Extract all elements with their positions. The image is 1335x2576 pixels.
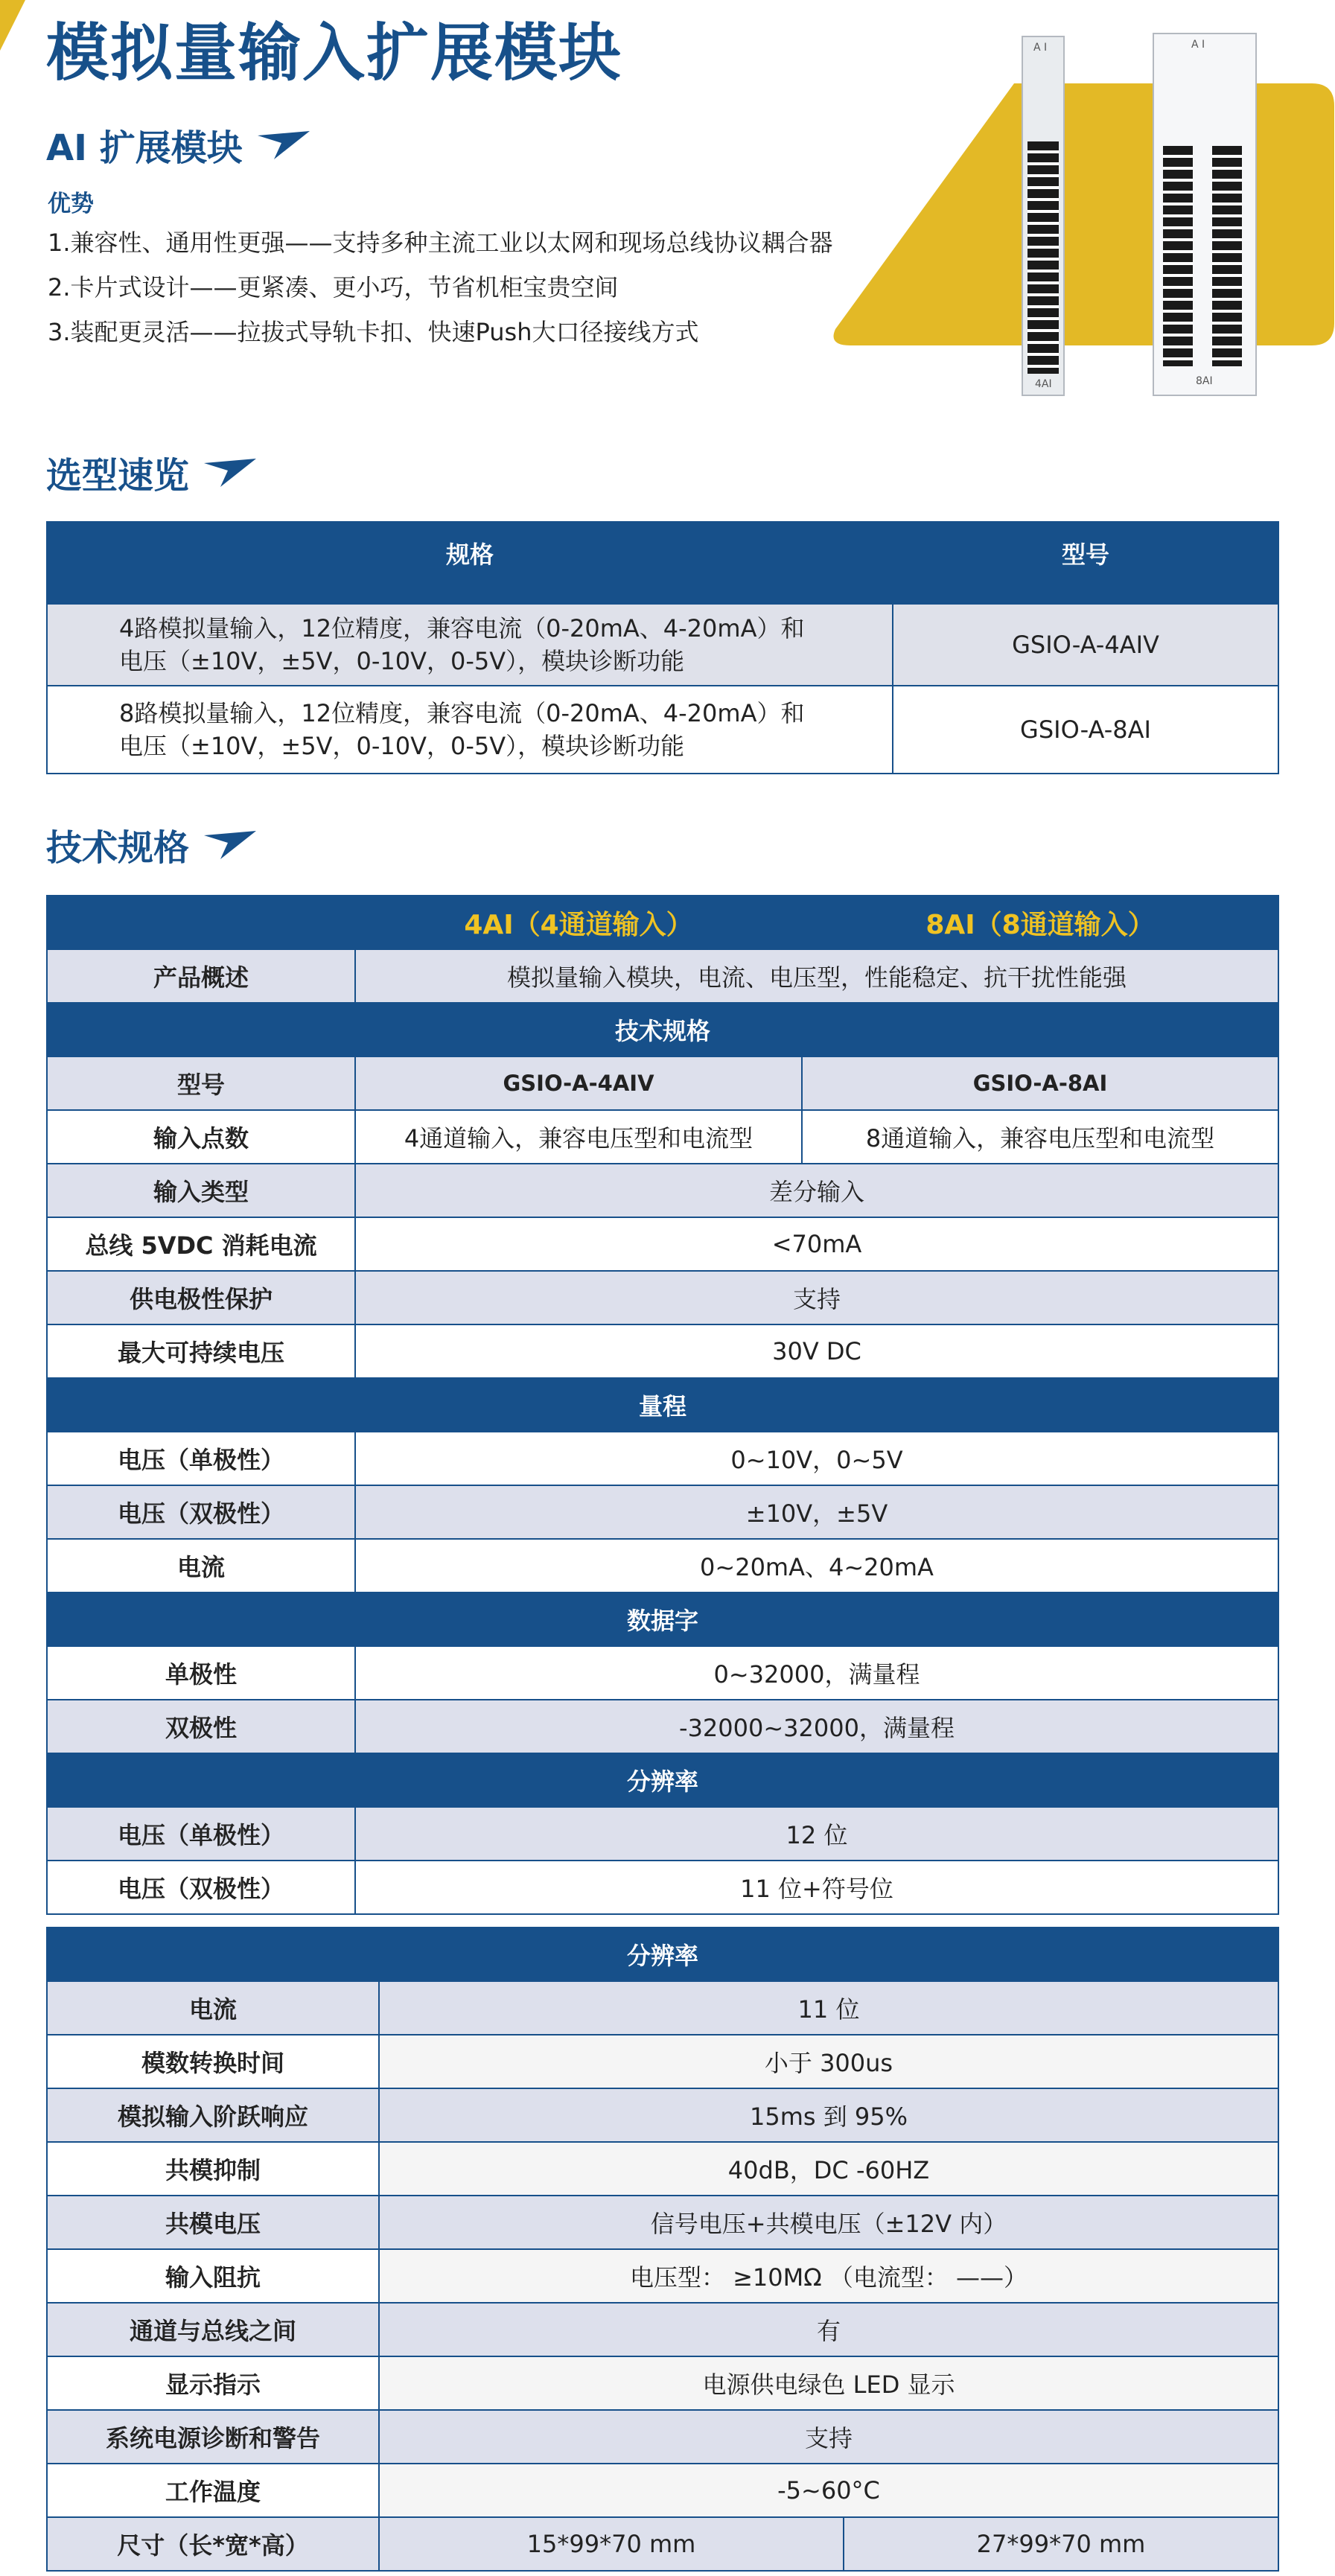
module-8ai-bottom-label: 8AI — [1196, 375, 1213, 387]
section-header: 分辨率 — [47, 1753, 1278, 1807]
row-label: 工作温度 — [47, 2464, 379, 2517]
row-label: 电压（双极性） — [47, 1485, 355, 1539]
row-value: 0~10V，0~5V — [355, 1432, 1278, 1485]
module-4ai-top-label: A I — [1033, 42, 1048, 54]
row-value: 支持 — [379, 2410, 1278, 2464]
table-row — [47, 2410, 1278, 2464]
section-row — [47, 1928, 1278, 1981]
row-label: 系统电源诊断和警告 — [47, 2410, 379, 2464]
row-label: 电压（单极性） — [47, 1432, 355, 1485]
advantage-item: 2.卡片式设计——更紧凑、更小巧，节省机柜宝贵空间 — [48, 273, 619, 302]
specs-heading — [46, 819, 258, 870]
row-value: 40dB，DC -60HZ — [379, 2142, 1278, 2196]
specs-table-continued — [46, 1927, 1279, 2572]
row-value: -32000~32000，满量程 — [355, 1700, 1278, 1753]
row-value: 电源供电绿色 LED 显示 — [379, 2356, 1278, 2410]
chevron-arrow-icon — [200, 457, 258, 488]
module-4ai-image — [1022, 36, 1065, 396]
table-row — [47, 2035, 1278, 2088]
model-cell: GSIO-A-4AIV — [893, 604, 1278, 686]
table-row — [47, 1981, 1278, 2035]
table-row — [47, 604, 1278, 686]
row-label: 显示指示 — [47, 2356, 379, 2410]
table-row — [47, 1539, 1278, 1593]
row-value: -5~60°C — [379, 2464, 1278, 2517]
spec-cell — [47, 686, 893, 774]
table-row — [47, 2356, 1278, 2410]
table-row — [47, 1807, 1278, 1861]
page-title: 模拟量输入扩展模块 — [46, 16, 623, 89]
spec-line: 4路模拟量输入，12位精度，兼容电流（0-20mA、4-20mA）和 — [119, 614, 805, 643]
section-header: 分辨率 — [47, 1928, 1278, 1981]
module-8ai-top-label: A I — [1191, 39, 1205, 51]
row-value: 8通道输入，兼容电压型和电流型 — [802, 1110, 1278, 1164]
table-row — [47, 1271, 1278, 1324]
section-row — [47, 1753, 1278, 1807]
row-label: 通道与总线之间 — [47, 2303, 379, 2356]
row-label: 电压（单极性） — [47, 1807, 355, 1861]
row-value: 信号电压+共模电压（±12V 内） — [379, 2196, 1278, 2249]
row-label: 模拟输入阶跃响应 — [47, 2088, 379, 2142]
table-row — [47, 2088, 1278, 2142]
row-label: 电流 — [47, 1981, 379, 2035]
table-row — [47, 2142, 1278, 2196]
row-label: 输入阻抗 — [47, 2249, 379, 2303]
header-cell: 型号 — [893, 522, 1278, 604]
row-value: 4通道输入，兼容电压型和电流型 — [355, 1110, 802, 1164]
row-value: 11 位+符号位 — [355, 1861, 1278, 1914]
row-value: 12 位 — [355, 1807, 1278, 1861]
table-row — [47, 2517, 1278, 2571]
selection-heading — [46, 447, 258, 498]
row-value: 有 — [379, 2303, 1278, 2356]
table-row — [47, 1324, 1278, 1378]
terminal-block — [1212, 146, 1242, 366]
table-row — [47, 1164, 1278, 1217]
table-row — [47, 2196, 1278, 2249]
section-row — [47, 1003, 1278, 1056]
section-header: 技术规格 — [47, 1003, 1278, 1056]
row-value: GSIO-A-4AIV — [355, 1056, 802, 1110]
table-row — [47, 949, 1278, 1003]
row-value: GSIO-A-8AI — [802, 1056, 1278, 1110]
row-label: 最大可持续电压 — [47, 1324, 355, 1378]
row-value: 小于 300us — [379, 2035, 1278, 2088]
table-row — [47, 2303, 1278, 2356]
ai-module-heading — [46, 119, 311, 170]
row-label: 尺寸（长*宽*高） — [47, 2517, 379, 2571]
row-value: ±10V，±5V — [355, 1485, 1278, 1539]
advantage-item: 1.兼容性、通用性更强——支持多种主流工业以太网和现场总线协议耦合器 — [48, 229, 833, 257]
specs-table — [46, 895, 1279, 1915]
row-label: 单极性 — [47, 1646, 355, 1700]
header-cell-4ai: 4AI（4通道输入） — [355, 896, 802, 949]
row-label: 双极性 — [47, 1700, 355, 1753]
chevron-arrow-icon — [253, 130, 311, 161]
section-header: 量程 — [47, 1378, 1278, 1432]
row-value: 差分输入 — [355, 1164, 1278, 1217]
row-label: 供电极性保护 — [47, 1271, 355, 1324]
row-label: 共模抑制 — [47, 2142, 379, 2196]
selection-table — [46, 521, 1279, 774]
row-label: 型号 — [47, 1056, 355, 1110]
row-value: 11 位 — [379, 1981, 1278, 2035]
model-cell: GSIO-A-8AI — [893, 686, 1278, 774]
advantage-item: 3.装配更灵活——拉拔式导轨卡扣、快速Push大口径接线方式 — [48, 318, 699, 346]
row-label: 模数转换时间 — [47, 2035, 379, 2088]
table-row — [47, 1700, 1278, 1753]
section-header: 数据字 — [47, 1593, 1278, 1646]
table-row — [47, 2464, 1278, 2517]
table-row — [47, 1056, 1278, 1110]
advantages-title: 优势 — [48, 191, 94, 217]
spec-cell — [47, 604, 893, 686]
row-label: 共模电压 — [47, 2196, 379, 2249]
table-header-row — [47, 522, 1278, 604]
row-value: <70mA — [355, 1217, 1278, 1271]
corner-accent — [0, 0, 25, 51]
table-row — [47, 2249, 1278, 2303]
ai-module-title: AI 扩展模块 — [46, 127, 243, 169]
table-row — [47, 1217, 1278, 1271]
table-row — [47, 1646, 1278, 1700]
header-cell-8ai: 8AI（8通道输入） — [802, 896, 1278, 949]
table-row — [47, 1861, 1278, 1914]
yellow-backdrop — [828, 83, 1334, 345]
terminal-block — [1163, 146, 1193, 366]
header-cell — [47, 896, 355, 949]
row-label: 输入点数 — [47, 1110, 355, 1164]
table-row — [47, 686, 1278, 774]
row-label: 总线 5VDC 消耗电流 — [47, 1217, 355, 1271]
table-row — [47, 1110, 1278, 1164]
spec-line: 电压（±10V，±5V，0-10V，0-5V），模块诊断功能 — [119, 732, 685, 760]
row-value: 0~20mA、4~20mA — [355, 1539, 1278, 1593]
row-value: 支持 — [355, 1271, 1278, 1324]
section-row — [47, 1378, 1278, 1432]
spec-line: 电压（±10V，±5V，0-10V，0-5V），模块诊断功能 — [119, 647, 685, 675]
table-row — [47, 1432, 1278, 1485]
specs-title: 技术规格 — [46, 827, 190, 869]
table-row — [47, 1485, 1278, 1539]
row-value: 30V DC — [355, 1324, 1278, 1378]
row-label: 产品概述 — [47, 949, 355, 1003]
row-label: 输入类型 — [47, 1164, 355, 1217]
section-row — [47, 1593, 1278, 1646]
advantages-list — [48, 220, 833, 354]
chevron-arrow-icon — [200, 829, 258, 861]
row-value: 15*99*70 mm — [379, 2517, 844, 2571]
header-cell: 规格 — [47, 522, 893, 604]
row-value: 27*99*70 mm — [844, 2517, 1278, 2571]
row-label: 电流 — [47, 1539, 355, 1593]
module-8ai-image — [1153, 33, 1257, 396]
module-4ai-bottom-label: 4AI — [1035, 378, 1052, 390]
row-value: 电压型： ≥10MΩ （电流型： ——） — [379, 2249, 1278, 2303]
row-value: 0~32000，满量程 — [355, 1646, 1278, 1700]
row-value: 15ms 到 95% — [379, 2088, 1278, 2142]
table-header-row — [47, 896, 1278, 949]
spec-line: 8路模拟量输入，12位精度，兼容电流（0-20mA、4-20mA）和 — [119, 699, 805, 727]
terminal-block — [1027, 141, 1059, 374]
selection-title: 选型速览 — [46, 455, 190, 497]
row-value: 模拟量输入模块，电流、电压型，性能稳定、抗干扰性能强 — [355, 949, 1278, 1003]
row-label: 电压（双极性） — [47, 1861, 355, 1914]
